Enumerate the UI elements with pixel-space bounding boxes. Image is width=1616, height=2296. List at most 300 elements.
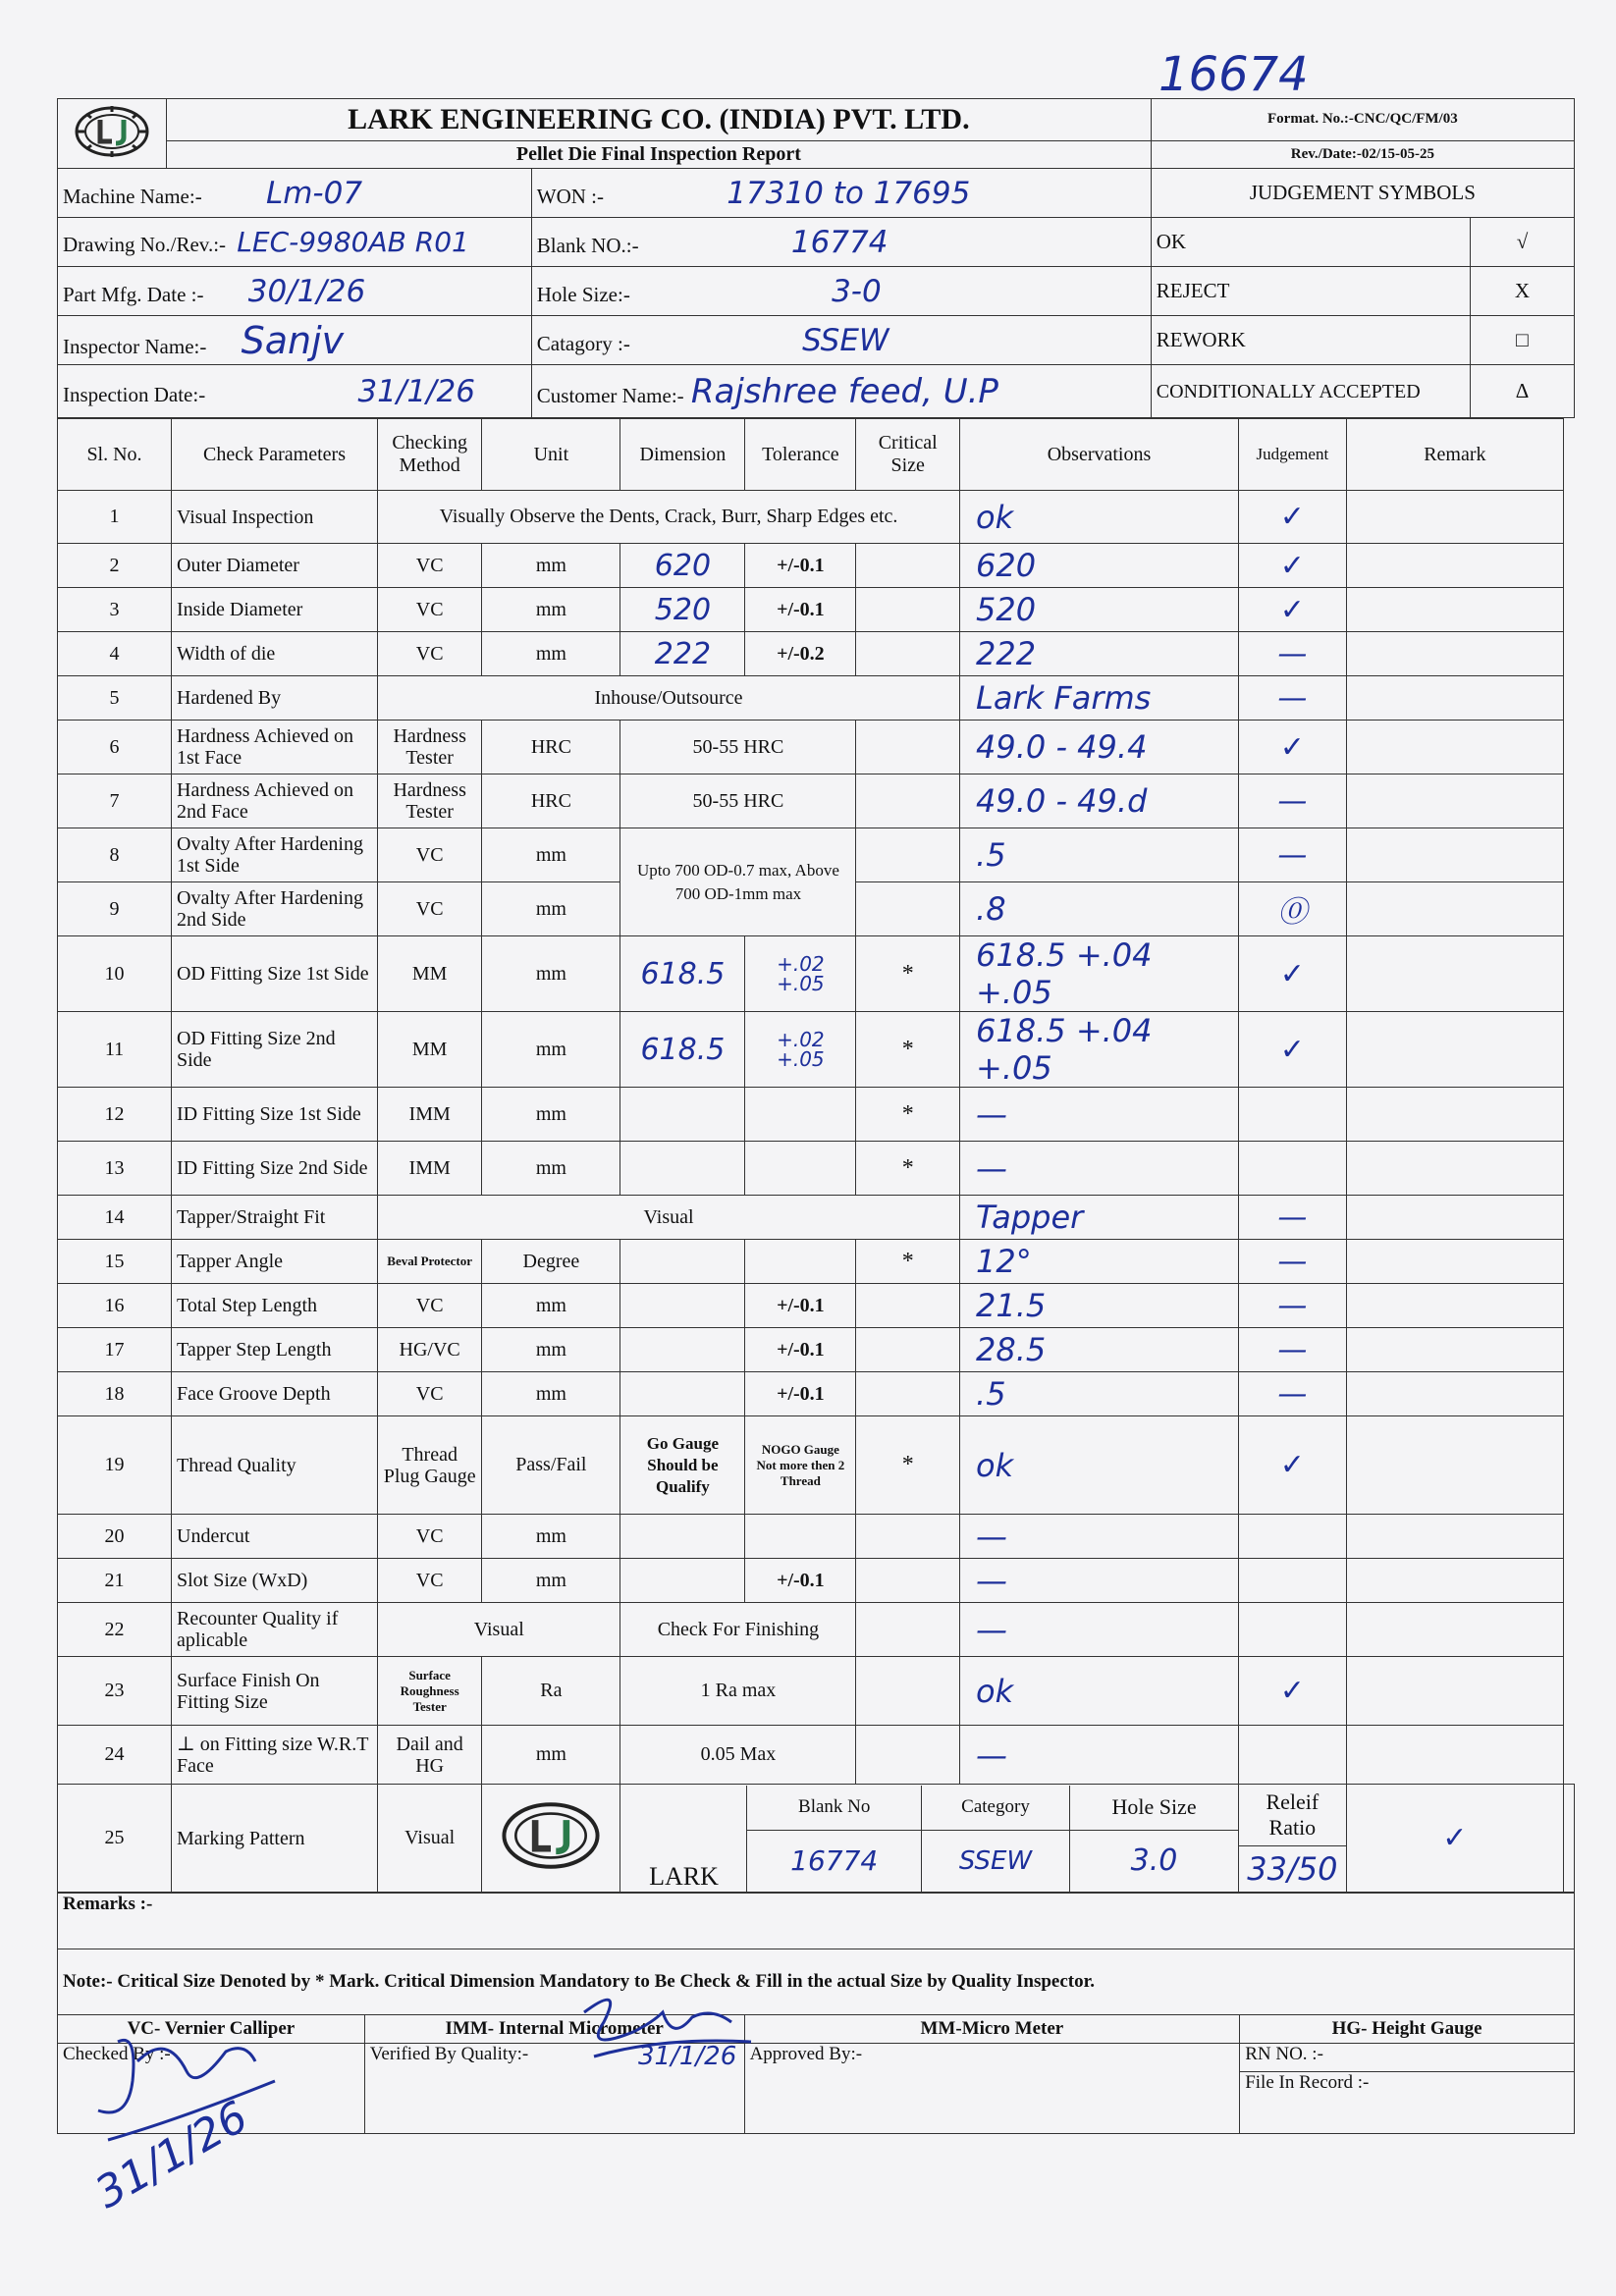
drawing-label: Drawing No./Rev.:- — [63, 233, 227, 256]
symbol-ok: √ — [1471, 218, 1575, 267]
tol-upper: +.02 — [777, 1028, 825, 1051]
won-label: WON :- — [536, 184, 604, 208]
row-remark — [1346, 588, 1563, 632]
inspector-value: Sanjv — [241, 318, 345, 362]
table-row — [58, 936, 1575, 1012]
row-judgement: — — [1238, 774, 1346, 828]
row-dimension — [620, 1372, 745, 1416]
row-parameter: Hardness Achieved on 1st Face — [172, 721, 378, 774]
row-method: MM — [378, 936, 482, 1012]
row-judgement: — — [1238, 632, 1346, 676]
row-parameter: Marking Pattern — [172, 1785, 378, 1893]
row-observation: — — [960, 1515, 1239, 1559]
row-judgement: — — [1238, 1372, 1346, 1416]
col-param: Check Parameters — [172, 419, 378, 491]
row-method: Hardness Tester — [378, 721, 482, 774]
row-judgement: ✓ — [1238, 544, 1346, 588]
row-method: VC — [378, 1515, 482, 1559]
row-remark — [1346, 1012, 1563, 1088]
row-remark — [1346, 1372, 1563, 1416]
row-observation: ok — [960, 1416, 1239, 1515]
row-method: VC — [378, 544, 482, 588]
row-judgement: — — [1238, 1328, 1346, 1372]
row-remark — [1346, 1240, 1563, 1284]
row-critical — [856, 1559, 960, 1603]
part-mfg-value: 30/1/26 — [247, 273, 366, 309]
row-critical — [856, 1726, 960, 1785]
row-judgement: — — [1238, 828, 1346, 882]
row-remark — [1346, 721, 1563, 774]
row-dimension — [620, 1559, 745, 1603]
row-judgement: — — [1238, 676, 1346, 721]
row-unit: mm — [482, 1726, 620, 1785]
row-observation: 222 — [960, 632, 1239, 676]
row-critical — [856, 1372, 960, 1416]
row-tolerance: +/-0.1 — [745, 1328, 856, 1372]
row-span-text: Visual — [378, 1196, 960, 1240]
row-parameter: Inside Diameter — [172, 588, 378, 632]
table-row — [58, 1657, 1575, 1726]
table-row — [58, 1372, 1575, 1416]
row-remark — [1346, 1559, 1563, 1603]
category-row — [531, 316, 1151, 365]
row-dimension — [620, 1240, 745, 1284]
row-remark — [1346, 774, 1563, 828]
table-row — [58, 588, 1575, 632]
row-dimension — [620, 1515, 745, 1559]
inspection-rows — [58, 491, 1575, 1893]
row-critical: * — [856, 1012, 960, 1088]
checked-by: Checked By :- — [58, 2044, 365, 2134]
row-critical — [856, 632, 960, 676]
row-critical — [856, 882, 960, 936]
row-critical: * — [856, 1142, 960, 1196]
row-observation: Lark Farms — [960, 676, 1239, 721]
row-observation: .5 — [960, 1372, 1239, 1416]
row-unit: mm — [482, 1142, 620, 1196]
row-dim-tolerance: 50-55 HRC — [620, 774, 856, 828]
row-parameter: ID Fitting Size 2nd Side — [172, 1142, 378, 1196]
company-logo — [58, 99, 167, 169]
row-parameter: ID Fitting Size 1st Side — [172, 1088, 378, 1142]
row-number: 2 — [58, 544, 172, 588]
customer-row — [531, 365, 1151, 418]
tol-lower: +.05 — [777, 972, 825, 995]
row-judgement — [1238, 1559, 1346, 1603]
part-mfg-row — [58, 267, 532, 316]
row-critical — [856, 1284, 960, 1328]
row-remark — [1346, 491, 1563, 544]
row-number: 21 — [58, 1559, 172, 1603]
row-remark — [1346, 1603, 1563, 1657]
col-unit: Unit — [482, 419, 620, 491]
row-dim-tolerance: 0.05 Max — [620, 1726, 856, 1785]
row-parameter: Slot Size (WxD) — [172, 1559, 378, 1603]
row-unit: mm — [482, 1372, 620, 1416]
lark-logo-icon — [73, 104, 151, 159]
row-judgement — [1238, 1726, 1346, 1785]
row-number: 8 — [58, 828, 172, 882]
table-row — [58, 1012, 1575, 1088]
row-tolerance: +/-0.1 — [745, 1284, 856, 1328]
marking-relief-label: Releif Ratio — [1239, 1786, 1346, 1846]
row-judgement: — — [1238, 1240, 1346, 1284]
col-sl: Sl. No. — [58, 419, 172, 491]
row-number: 12 — [58, 1088, 172, 1142]
row-dim-tolerance: Check For Finishing — [620, 1603, 856, 1657]
row-observation: .8 — [960, 882, 1239, 936]
row-dimension — [620, 1142, 745, 1196]
hole-value: 3-0 — [832, 273, 882, 309]
legend-imm: IMM- Internal Micrometer — [364, 2015, 744, 2044]
symbol-cond: Δ — [1471, 365, 1575, 418]
symbol-cond-label: CONDITIONALLY ACCEPTED — [1151, 365, 1470, 418]
row-method: Beval Protector — [378, 1240, 482, 1284]
row-dimension — [620, 1088, 745, 1142]
row-unit: mm — [482, 1012, 620, 1088]
row-method: IMM — [378, 1088, 482, 1142]
row-critical: * — [856, 1240, 960, 1284]
row-unit: mm — [482, 632, 620, 676]
row-critical: * — [856, 936, 960, 1012]
row-method-span: Visual — [378, 1603, 620, 1657]
row-remark — [1346, 676, 1563, 721]
col-method: Checking Method — [378, 419, 482, 491]
row-method: Visual — [378, 1785, 482, 1893]
row-unit: HRC — [482, 721, 620, 774]
symbol-reject-label: REJECT — [1151, 267, 1470, 316]
row-remark — [1346, 1328, 1563, 1372]
row-parameter: Tapper Step Length — [172, 1328, 378, 1372]
row-remark — [1346, 1088, 1563, 1142]
row-method: VC — [378, 828, 482, 882]
row-method: VC — [378, 588, 482, 632]
table-row — [58, 491, 1575, 544]
row-judgement: ✓ — [1238, 936, 1346, 1012]
company-name: LARK ENGINEERING CO. (INDIA) PVT. LTD. — [167, 99, 1152, 141]
row-parameter: Width of die — [172, 632, 378, 676]
row-number: 11 — [58, 1012, 172, 1088]
row-tolerance — [745, 1142, 856, 1196]
row-parameter: OD Fitting Size 1st Side — [172, 936, 378, 1012]
row-observation: — — [960, 1726, 1239, 1785]
row-number: 16 — [58, 1284, 172, 1328]
row-number: 4 — [58, 632, 172, 676]
inspection-date-label: Inspection Date:- — [63, 382, 206, 406]
row-remark — [1346, 1515, 1563, 1559]
row-dimension: Go Gauge Should be Qualify — [620, 1416, 745, 1515]
judgement-symbols-title: JUDGEMENT SYMBOLS — [1151, 169, 1574, 218]
row-judgement: ✓ — [1238, 588, 1346, 632]
row-method: MM — [378, 1012, 482, 1088]
quality-signature — [565, 1983, 761, 2091]
row-method: VC — [378, 1284, 482, 1328]
table-row — [58, 1515, 1575, 1559]
row-unit: mm — [482, 936, 620, 1012]
col-judgement: Judgement — [1238, 419, 1346, 491]
tol-upper: +.02 — [777, 952, 825, 976]
row-unit: mm — [482, 882, 620, 936]
blank-label: Blank NO.:- — [536, 233, 639, 257]
row-number: 6 — [58, 721, 172, 774]
machine-name-row — [58, 169, 532, 218]
won-row — [531, 169, 1151, 218]
part-mfg-label: Part Mfg. Date :- — [63, 282, 204, 306]
row-parameter: Ovalty After Hardening 1st Side — [172, 828, 378, 882]
row-parameter: Hardness Achieved on 2nd Face — [172, 774, 378, 828]
remarks-label: Remarks :- — [58, 1894, 1575, 1949]
marking-cat-label: Category — [921, 1786, 1069, 1831]
row-parameter: Recounter Quality if aplicable — [172, 1603, 378, 1657]
row-number: 3 — [58, 588, 172, 632]
marking-blank: 16774 — [747, 1831, 921, 1892]
row-parameter: Hardened By — [172, 676, 378, 721]
row-dimension: 618.5 — [620, 936, 745, 1012]
row-parameter: Total Step Length — [172, 1284, 378, 1328]
row-tolerance — [745, 936, 856, 1012]
marking-logo — [482, 1785, 620, 1893]
row-method: VC — [378, 1372, 482, 1416]
row-method: Thread Plug Gauge — [378, 1416, 482, 1515]
row-critical — [856, 588, 960, 632]
row-parameter: Thread Quality — [172, 1416, 378, 1515]
col-tolerance: Tolerance — [745, 419, 856, 491]
format-number: Format. No.:-CNC/QC/FM/03 — [1151, 99, 1574, 141]
row-dimension: 520 — [620, 588, 745, 632]
row-dimension — [620, 1284, 745, 1328]
row-dim-tolerance: 1 Ra max — [620, 1657, 856, 1726]
row-method: IMM — [378, 1142, 482, 1196]
table-row — [58, 1284, 1575, 1328]
revision-date: Rev./Date:-02/15-05-25 — [1151, 140, 1574, 168]
handwritten-top-number: 16674 — [1158, 47, 1309, 102]
row-judgement: — — [1238, 1196, 1346, 1240]
inspector-label: Inspector Name:- — [63, 334, 207, 358]
row-number: 1 — [58, 491, 172, 544]
legend-vc: VC- Vernier Calliper — [58, 2015, 365, 2044]
row-tolerance: +/-0.2 — [745, 632, 856, 676]
row-critical — [856, 1603, 960, 1657]
row-number: 20 — [58, 1515, 172, 1559]
inspection-date-value: 31/1/26 — [357, 373, 475, 409]
row-parameter: Visual Inspection — [172, 491, 378, 544]
tol-lower: +.05 — [777, 1047, 825, 1071]
row-judgement: ✓ — [1238, 491, 1346, 544]
symbol-rework-label: REWORK — [1151, 316, 1470, 365]
row-method: Surface Roughness Tester — [378, 1657, 482, 1726]
row-remark — [1346, 544, 1563, 588]
row-method: VC — [378, 632, 482, 676]
table-row — [58, 721, 1575, 774]
table-row — [58, 774, 1575, 828]
row-observation: 520 — [960, 588, 1239, 632]
won-value: 17310 to 17695 — [727, 175, 971, 211]
row-observation: — — [960, 1142, 1239, 1196]
row-observation: ok — [960, 491, 1239, 544]
row-method: VC — [378, 882, 482, 936]
category-value: SSEW — [802, 322, 889, 358]
row-unit: Pass/Fail — [482, 1416, 620, 1515]
row-tolerance: +/-0.1 — [745, 1372, 856, 1416]
row-parameter: Outer Diameter — [172, 544, 378, 588]
row-observation: 21.5 — [960, 1284, 1239, 1328]
customer-label: Customer Name:- — [536, 383, 684, 407]
customer-value: Rajshree feed, U.P — [690, 371, 998, 411]
row-span-text: Visually Observe the Dents, Crack, Burr, Sharp Edges etc. — [378, 491, 960, 544]
row-dimension — [620, 1328, 745, 1372]
row-judgement: ✓ — [1346, 1785, 1563, 1893]
row-observation: — — [960, 1088, 1239, 1142]
lark-logo-icon — [497, 1799, 605, 1872]
file-in-record: File In Record :- — [1240, 2072, 1575, 2134]
table-row — [58, 632, 1575, 676]
row-judgement — [1238, 1603, 1346, 1657]
marking-blank-label: Blank No — [747, 1786, 921, 1831]
row-number: 9 — [58, 882, 172, 936]
row-remark — [1346, 632, 1563, 676]
row-unit: mm — [482, 828, 620, 882]
marking-block — [620, 1785, 1239, 1893]
marking-cat: SSEW — [921, 1831, 1069, 1892]
marking-hole-label: Hole Size — [1070, 1786, 1238, 1831]
row-remark — [1346, 828, 1563, 882]
row-dimension: 620 — [620, 544, 745, 588]
row-judgement: ✓ — [1238, 1657, 1346, 1726]
row-tolerance: +/-0.1 — [745, 1559, 856, 1603]
row-dim-tolerance: 50-55 HRC — [620, 721, 856, 774]
symbol-reject: X — [1471, 267, 1575, 316]
approved-by: Approved By:- — [744, 2044, 1240, 2134]
category-label: Catagory :- — [536, 331, 630, 355]
checked-date: 31/1/26 — [86, 2092, 257, 2218]
verify-date: 31/1/26 — [638, 2042, 737, 2071]
hole-row — [531, 267, 1151, 316]
table-row — [58, 1196, 1575, 1240]
row-dim-tolerance: Upto 700 OD-0.7 max, Above 700 OD-1mm max — [620, 828, 856, 936]
row-number: 10 — [58, 936, 172, 1012]
rn-no: RN NO. :- — [1240, 2044, 1575, 2072]
row-observation: 12° — [960, 1240, 1239, 1284]
row-observation: 28.5 — [960, 1328, 1239, 1372]
row-unit: HRC — [482, 774, 620, 828]
row-unit: mm — [482, 1284, 620, 1328]
col-critical: Critical Size — [856, 419, 960, 491]
row-judgement: ⓪ — [1238, 882, 1346, 936]
row-critical — [856, 828, 960, 882]
row-number: 22 — [58, 1603, 172, 1657]
row-remark — [1564, 1785, 1575, 1893]
blank-value: 16774 — [790, 224, 889, 260]
header-table — [57, 98, 1575, 418]
inspection-sheet — [57, 98, 1575, 2134]
marking-hole: 3.0 — [1130, 1843, 1178, 1879]
row-judgement: ✓ — [1238, 1416, 1346, 1515]
row-tolerance: +/-0.1 — [745, 588, 856, 632]
table-row — [58, 1559, 1575, 1603]
row-number: 19 — [58, 1416, 172, 1515]
row-observation: Tapper — [960, 1196, 1239, 1240]
row-critical — [856, 544, 960, 588]
row-remark — [1346, 936, 1563, 1012]
row-method: HG/VC — [378, 1328, 482, 1372]
row-dimension: 618.5 — [620, 1012, 745, 1088]
row-observation: 49.0 - 49.4 — [960, 721, 1239, 774]
row-tolerance: +/-0.1 — [745, 544, 856, 588]
table-row — [58, 1328, 1575, 1372]
row-method: Hardness Tester — [378, 774, 482, 828]
row-unit: mm — [482, 544, 620, 588]
row-dimension: 222 — [620, 632, 745, 676]
row-number: 17 — [58, 1328, 172, 1372]
row-number: 13 — [58, 1142, 172, 1196]
hole-label: Hole Size:- — [536, 282, 630, 306]
table-row — [58, 544, 1575, 588]
table-row — [58, 1088, 1575, 1142]
row-tolerance — [745, 1012, 856, 1088]
row-unit: mm — [482, 1559, 620, 1603]
drawing-value: LEC-9980AB R01 — [237, 226, 469, 258]
row-remark — [1346, 1726, 1563, 1785]
table-row — [58, 1416, 1575, 1515]
report-title: Pellet Die Final Inspection Report — [167, 140, 1152, 168]
row-remark — [1346, 1196, 1563, 1240]
row-number: 5 — [58, 676, 172, 721]
col-observations: Observations — [960, 419, 1239, 491]
row-observation: — — [960, 1603, 1239, 1657]
row-number: 15 — [58, 1240, 172, 1284]
row-judgement: ✓ — [1238, 1012, 1346, 1088]
machine-name-label: Machine Name:- — [63, 184, 202, 208]
table-row — [58, 1240, 1575, 1284]
row-critical — [856, 1515, 960, 1559]
row-observation: .5 — [960, 828, 1239, 882]
legend-hg: HG- Height Gauge — [1240, 2015, 1575, 2044]
table-row — [58, 1726, 1575, 1785]
marking-lark: LARK — [620, 1786, 747, 1892]
row-span-text: Inhouse/Outsource — [378, 676, 960, 721]
row-observation: 618.5 +.04 +.05 — [960, 1012, 1239, 1088]
row-judgement — [1238, 1515, 1346, 1559]
inspection-date-row — [58, 365, 532, 418]
inspection-table — [57, 418, 1575, 1893]
row-parameter: Tapper Angle — [172, 1240, 378, 1284]
row-unit: mm — [482, 588, 620, 632]
row-observation: 618.5 +.04 +.05 — [960, 936, 1239, 1012]
row-critical: * — [856, 1088, 960, 1142]
row-observation: 49.0 - 49.d — [960, 774, 1239, 828]
row-judgement: ✓ — [1238, 721, 1346, 774]
row-unit: Degree — [482, 1240, 620, 1284]
row-judgement: — — [1238, 1284, 1346, 1328]
row-number: 25 — [58, 1785, 172, 1893]
note-text: Note:- Critical Size Denoted by * Mark. Critical Dimension Mandatory to Be Check & Fill in the actual Size by Quality Inspector. — [58, 1949, 1575, 2015]
row-unit: Ra — [482, 1657, 620, 1726]
row-critical — [856, 1657, 960, 1726]
row-observation: ok — [960, 1657, 1239, 1726]
row-judgement — [1238, 1142, 1346, 1196]
row-remark — [1346, 1657, 1563, 1726]
marking-relief-block — [1238, 1785, 1346, 1893]
col-remark: Remark — [1346, 419, 1563, 491]
blank-row — [531, 218, 1151, 267]
marking-relief: 33/50 — [1247, 1849, 1338, 1888]
row-number: 23 — [58, 1657, 172, 1726]
row-parameter: ⊥ on Fitting size W.R.T Face — [172, 1726, 378, 1785]
symbol-ok-label: OK — [1151, 218, 1470, 267]
table-row — [58, 1603, 1575, 1657]
table-row — [58, 676, 1575, 721]
row-remark — [1346, 882, 1563, 936]
